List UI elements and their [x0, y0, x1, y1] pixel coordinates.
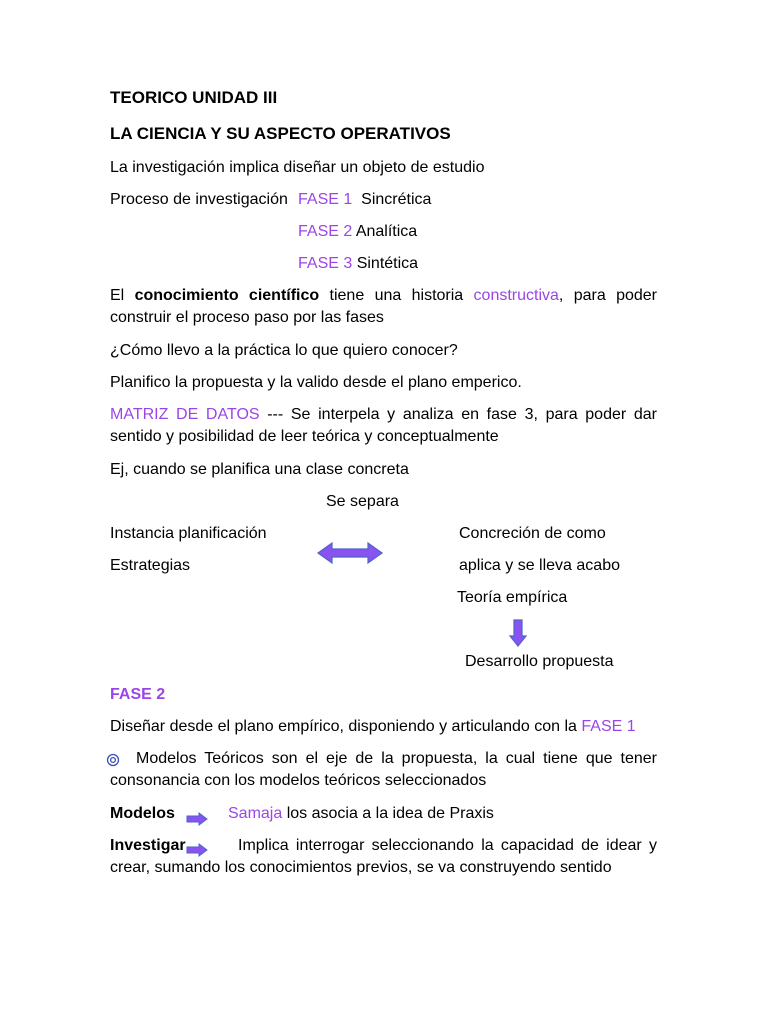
fase-2-heading: FASE 2 [110, 686, 166, 703]
samaja-highlight: Samaja [228, 805, 283, 822]
fase-3-line [298, 253, 418, 275]
investigar-label: Investigar [110, 837, 186, 854]
fase-1-highlight: FASE 1 [581, 718, 636, 735]
down-arrow-icon [509, 619, 527, 647]
document-title: TEORICO UNIDAD III [110, 88, 278, 107]
double-arrow-icon [317, 541, 383, 567]
matriz-highlight: MATRIZ DE DATOS [110, 406, 260, 423]
modelos-text-line [228, 803, 494, 825]
fase-1-line [298, 189, 431, 211]
modelos-teoricos-paragraph: Modelos Teóricos son el eje de la propuesta, la cual tiene que tener consonancia con los modelos teóricos seleccionados [110, 750, 657, 789]
investigar-paragraph [110, 835, 657, 879]
right-arrow-icon [186, 812, 208, 826]
fase-2-name: Analítica [355, 223, 418, 240]
ejemplo-line: Ej, cuando se planifica una clase concreta [110, 461, 409, 478]
conocimiento-paragraph [110, 285, 657, 329]
fase-3-tag: FASE 3 [298, 255, 353, 272]
conocimiento-pre: El [110, 287, 135, 304]
diagram-left-2: Estrategias [110, 557, 191, 574]
modelos-label: Modelos [110, 805, 175, 822]
diagram-right-2: aplica y se lleva acabo [459, 557, 620, 574]
modelos-line [110, 803, 175, 825]
disenar-text: Diseñar desde el plano empírico, disponiendo y articulando con la [110, 718, 582, 735]
diagram-left-1: Instancia planificación [110, 525, 267, 542]
diagram-right-3: Teoría empírica [457, 589, 568, 606]
diagram-right-1: Concreción de como [459, 525, 606, 542]
fase-2-tag: FASE 2 [298, 223, 353, 240]
matriz-paragraph [110, 404, 657, 448]
planifico-line: Planifico la propuesta y la valido desde el plano emperico. [110, 374, 522, 391]
pregunta-line: ¿Cómo llevo a la práctica lo que quiero conocer? [110, 342, 458, 359]
matriz-text: --- Se interpela y analiza en fase 3, para poder dar sentido y posibilidad de leer teórica y conceptualmente [110, 406, 657, 445]
conocimiento-bold: conocimiento científico [134, 287, 320, 304]
investigar-text: Implica interrogar seleccionando la capacidad de idear y crear, sumando los conocimientos previos, se va construyendo sentido [110, 837, 657, 876]
fase-3-name: Sintética [356, 255, 419, 272]
intro-line: La investigación implica diseñar un objeto de estudio [110, 159, 485, 176]
fase-1-name: Sincrética [361, 191, 432, 208]
diagram-bottom-label: Desarrollo propuesta [465, 653, 614, 670]
constructiva-highlight: constructiva [473, 287, 559, 304]
fase-2-line [298, 221, 417, 243]
fase-1-tag: FASE 1 [298, 191, 353, 208]
proceso-label: Proceso de investigación [110, 191, 288, 208]
disenar-line [110, 716, 636, 738]
proceso-line [110, 189, 288, 211]
diagram-top-label: Se separa [326, 493, 399, 510]
section-heading: LA CIENCIA Y SU ASPECTO OPERATIVOS [110, 124, 451, 143]
conocimiento-mid: tiene una historia [319, 287, 474, 304]
conocimiento-post: , para poder construir el proceso paso por las fases [110, 287, 658, 326]
modelos-text: los asocia a la idea de Praxis [282, 805, 494, 822]
